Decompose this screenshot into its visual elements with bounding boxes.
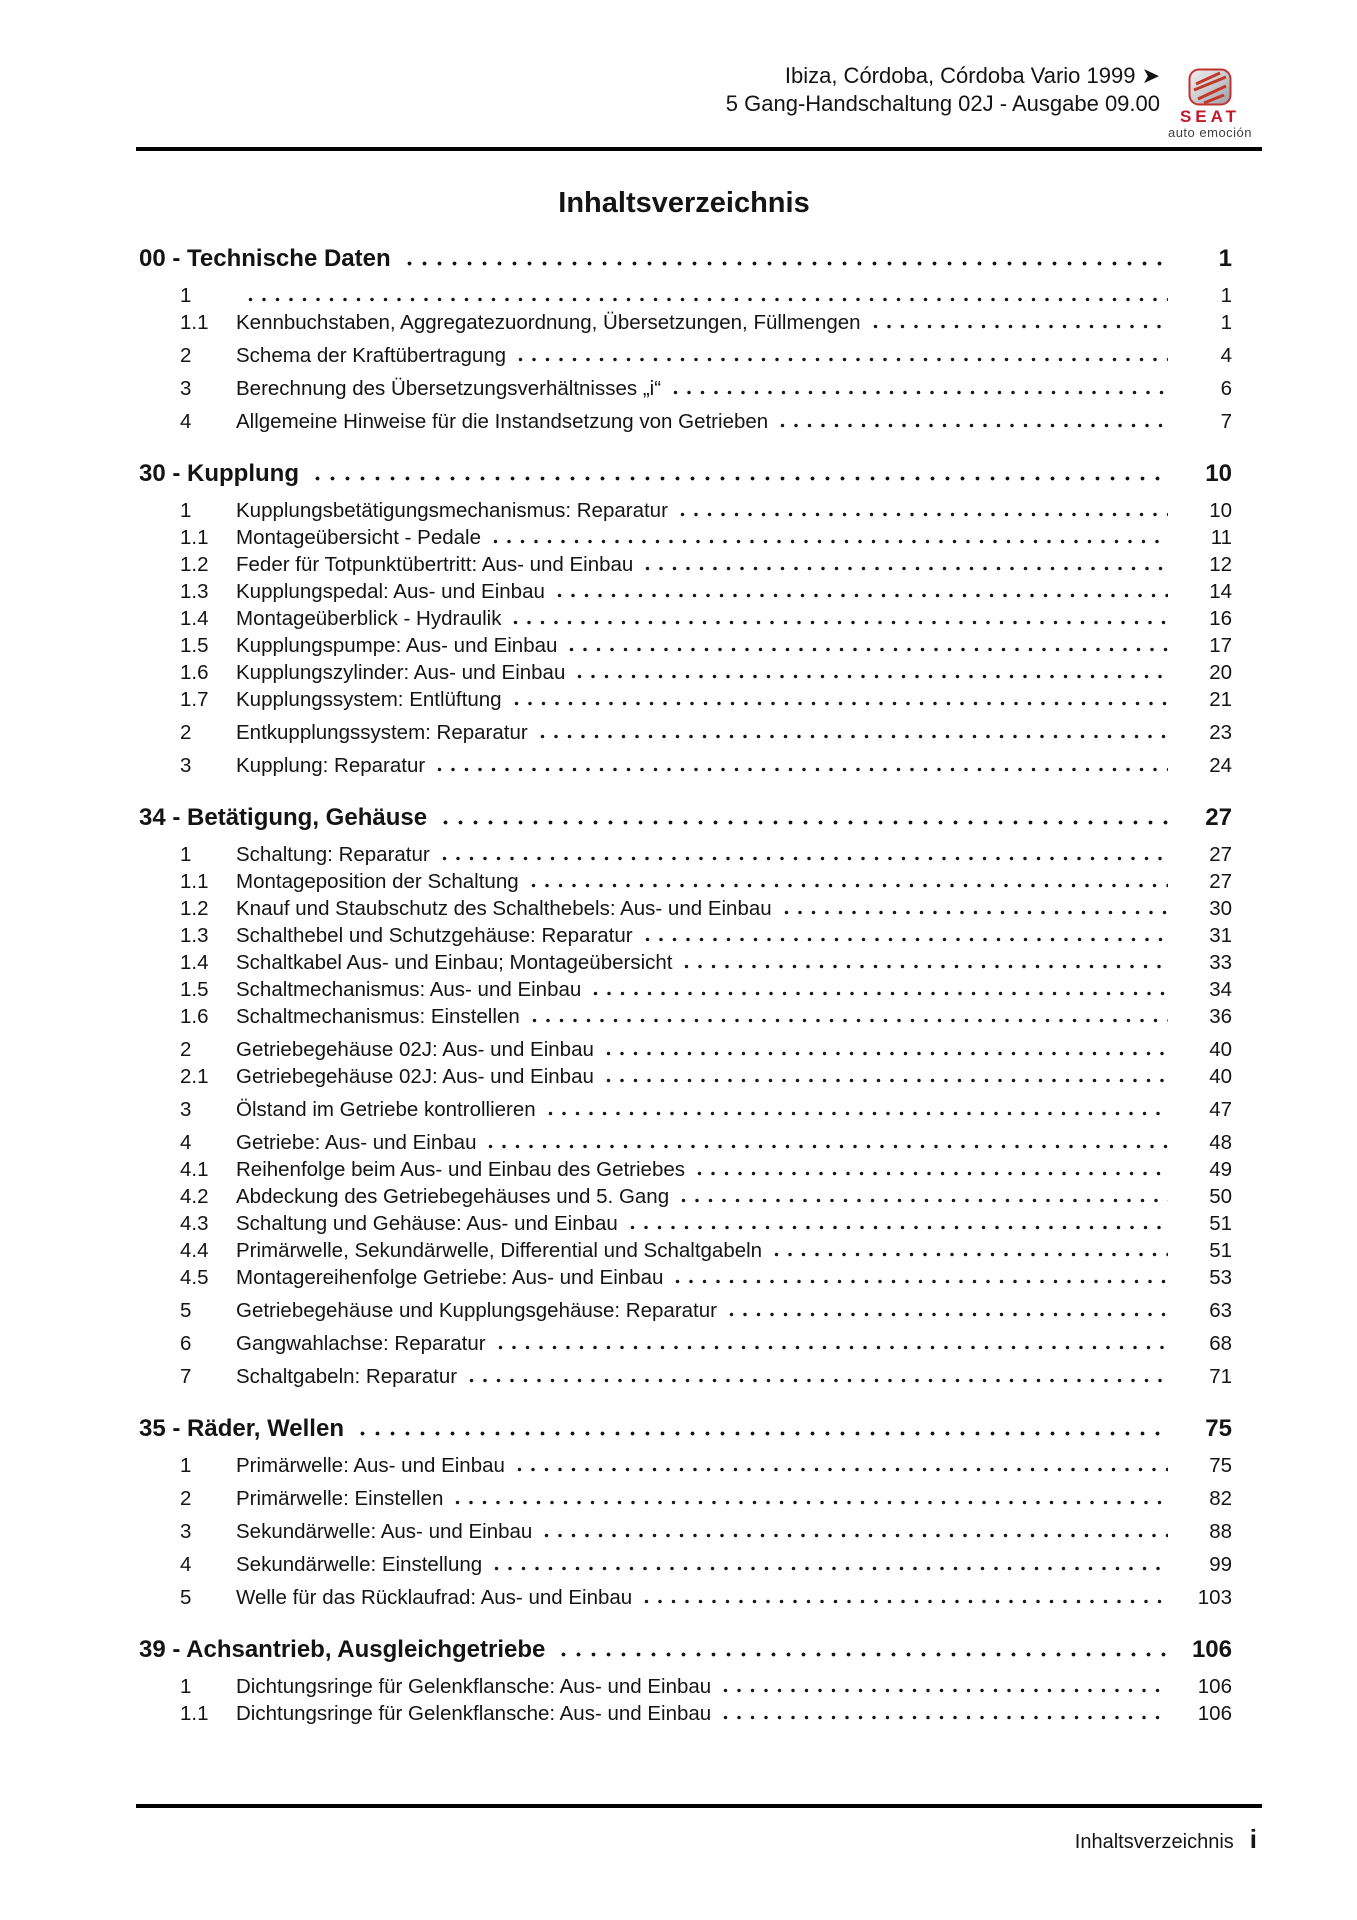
- toc-entry: [136, 309, 1232, 336]
- toc-section: [136, 803, 1232, 1390]
- entry-title: Welle für das Rücklaufrad: Aus- und Einbau: [236, 1586, 633, 1609]
- dot-leader: [593, 991, 1168, 996]
- dot-leader: [606, 1051, 1168, 1056]
- toc-sections: [136, 244, 1232, 1727]
- toc-entry: [136, 1063, 1232, 1090]
- toc-entry: [136, 375, 1232, 402]
- seat-tagline: auto emoción: [1167, 125, 1253, 140]
- entry-group: [136, 1584, 1232, 1611]
- entry-title: Getriebegehäuse 02J: Aus- und Einbau: [236, 1065, 594, 1088]
- entry-title: Sekundärwelle: Aus- und Einbau: [236, 1520, 533, 1543]
- entry-group: [136, 1518, 1232, 1545]
- dot-leader: [569, 647, 1168, 652]
- entry-number: 6: [180, 1332, 192, 1355]
- toc-entry: [136, 1210, 1232, 1237]
- entry-page-number: 49: [1209, 1158, 1232, 1181]
- entry-title: Getriebegehäuse 02J: Aus- und Einbau: [236, 1038, 594, 1061]
- dot-leader: [644, 1599, 1168, 1604]
- dot-leader: [645, 566, 1168, 571]
- entry-page-number: 20: [1209, 661, 1232, 684]
- entry-title: Allgemeine Hinweise für die Instandsetzung von Getrieben: [236, 410, 769, 433]
- entry-title: Entkupplungssystem: Reparatur: [236, 721, 528, 744]
- header-line1: Ibiza, Córdoba, Córdoba Vario 1999 ➤: [784, 63, 1160, 88]
- section-page-number: 1: [1218, 245, 1232, 272]
- entry-group: [136, 1363, 1232, 1390]
- entry-page-number: 50: [1209, 1185, 1232, 1208]
- page-header: [726, 62, 1160, 118]
- toc-entry: [136, 1183, 1232, 1210]
- dot-leader: [577, 674, 1168, 679]
- toc-section: [136, 1414, 1232, 1611]
- section-label: 34 - Betätigung, Gehäuse: [139, 804, 428, 831]
- entry-page-number: 24: [1209, 754, 1232, 777]
- section-label: 39 - Achsantrieb, Ausgleichgetriebe: [139, 1636, 546, 1663]
- entry-title: Ölstand im Getriebe kontrollieren: [236, 1098, 536, 1121]
- toc-entry: [136, 1363, 1232, 1390]
- dot-leader: [532, 1018, 1168, 1023]
- toc-entry: [136, 1096, 1232, 1123]
- toc-entry: [136, 1237, 1232, 1264]
- section-label: 30 - Kupplung: [139, 460, 299, 487]
- entry-page-number: 53: [1209, 1266, 1232, 1289]
- toc-section: [136, 459, 1232, 779]
- toc-entry: [136, 868, 1232, 895]
- entry-page-number: 7: [1220, 410, 1232, 433]
- entry-title: Feder für Totpunktübertritt: Aus- und Einbau: [236, 553, 634, 576]
- toc-entry: [136, 659, 1232, 686]
- dot-leader: [443, 820, 1168, 825]
- toc-entry: [136, 408, 1232, 435]
- entry-page-number: 1: [1220, 311, 1232, 334]
- dot-leader: [442, 856, 1168, 861]
- entry-number: 1.4: [180, 607, 209, 630]
- entry-title: Knauf und Staubschutz des Schalthebels: Aus- und Einbau: [236, 897, 772, 920]
- section-header: [136, 803, 1232, 833]
- toc-entry: [136, 282, 1232, 309]
- dot-leader: [513, 620, 1168, 625]
- entry-group: [136, 408, 1232, 435]
- seat-logo: [1158, 68, 1262, 140]
- entry-number: 4.5: [180, 1266, 209, 1289]
- entry-title: Berechnung des Übersetzungsverhältnisses „i“: [236, 377, 662, 400]
- entry-number: 4.1: [180, 1158, 209, 1181]
- entry-number: 2: [180, 1487, 192, 1510]
- entry-group: [136, 342, 1232, 369]
- entry-number: 1.5: [180, 634, 209, 657]
- toc-entry: [136, 752, 1232, 779]
- dot-leader: [437, 767, 1168, 772]
- entry-page-number: 14: [1209, 580, 1232, 603]
- entry-number: 5: [180, 1299, 192, 1322]
- dot-leader: [680, 512, 1168, 517]
- entry-number: 3: [180, 1098, 192, 1121]
- entry-page-number: 71: [1209, 1365, 1232, 1388]
- dot-leader: [514, 701, 1168, 706]
- entry-title: Kupplungssystem: Entlüftung: [236, 688, 502, 711]
- entry-title: Kupplungspedal: Aus- und Einbau: [236, 580, 545, 603]
- entry-page-number: 51: [1209, 1239, 1232, 1262]
- entry-number: 3: [180, 1520, 192, 1543]
- entry-title: Montageposition der Schaltung: [236, 870, 519, 893]
- entry-group: [136, 1036, 1232, 1090]
- entry-page-number: 68: [1209, 1332, 1232, 1355]
- entry-number: 4: [180, 1131, 192, 1154]
- toc-entry: [136, 1584, 1232, 1611]
- toc-entry: [136, 1036, 1232, 1063]
- toc-entry: [136, 719, 1232, 746]
- dot-leader: [544, 1533, 1168, 1538]
- footer-label: Inhaltsverzeichnis: [1074, 1831, 1234, 1853]
- entry-number: 1.7: [180, 688, 209, 711]
- entry-group: [136, 752, 1232, 779]
- dot-leader: [488, 1144, 1168, 1149]
- toc-entry: [136, 1330, 1232, 1357]
- seat-s-emblem-icon: [1188, 68, 1232, 106]
- toc-entry: [136, 524, 1232, 551]
- toc-entry: [136, 1264, 1232, 1291]
- entry-page-number: 48: [1209, 1131, 1232, 1154]
- header-rule: [136, 147, 1262, 151]
- entry-page-number: 23: [1209, 721, 1232, 744]
- entry-title: Gangwahlachse: Reparatur: [236, 1332, 486, 1355]
- toc-section: [136, 1635, 1232, 1727]
- entry-title: Sekundärwelle: Einstellung: [236, 1553, 483, 1576]
- entry-page-number: 11: [1210, 526, 1232, 549]
- entry-page-number: 40: [1209, 1038, 1232, 1061]
- dot-leader: [540, 734, 1168, 739]
- toc-section: [136, 244, 1232, 435]
- toc-entry: [136, 632, 1232, 659]
- entry-number: 1.6: [180, 661, 209, 684]
- entry-group: [136, 1330, 1232, 1357]
- dot-leader: [248, 297, 1168, 302]
- footer-rule: [136, 1804, 1262, 1808]
- toc-entry: [136, 949, 1232, 976]
- footer-page-number: i: [1249, 1824, 1257, 1854]
- entry-title: Schema der Kraftübertragung: [236, 344, 507, 367]
- toc-entry: [136, 497, 1232, 524]
- entry-title: Montageüberblick - Hydraulik: [236, 607, 502, 630]
- entry-title: Schaltgabeln: Reparatur: [236, 1365, 458, 1388]
- section-label: 35 - Räder, Wellen: [139, 1415, 344, 1442]
- entry-number: 4: [180, 410, 192, 433]
- dot-leader: [315, 476, 1168, 481]
- entry-page-number: 47: [1209, 1098, 1232, 1121]
- dot-leader: [557, 593, 1168, 598]
- entry-number: 1.5: [180, 978, 209, 1001]
- toc-entry: [136, 1003, 1232, 1030]
- entry-title: Getriebegehäuse und Kupplungsgehäuse: Reparatur: [236, 1299, 717, 1322]
- entry-group: [136, 1452, 1232, 1479]
- dot-leader: [494, 1566, 1168, 1571]
- entry-title: Dichtungsringe für Gelenkflansche: Aus- und Einbau: [236, 1702, 712, 1725]
- section-header: [136, 1635, 1232, 1665]
- entry-number: 5: [180, 1586, 192, 1609]
- entry-number: 4: [180, 1553, 192, 1576]
- dot-leader: [518, 357, 1168, 362]
- dot-leader: [681, 1198, 1168, 1203]
- section-header: [136, 1414, 1232, 1444]
- entry-number: 1: [180, 499, 192, 522]
- toc-entry: [136, 1700, 1232, 1727]
- entry-number: 1.1: [180, 311, 209, 334]
- dot-leader: [873, 324, 1168, 329]
- dot-leader: [780, 423, 1168, 428]
- entry-page-number: 103: [1197, 1586, 1232, 1609]
- entry-number: 2: [180, 721, 192, 744]
- toc-entry: [136, 976, 1232, 1003]
- entry-page-number: 1: [1220, 284, 1232, 307]
- entry-page-number: 63: [1209, 1299, 1232, 1322]
- entry-page-number: 106: [1197, 1675, 1232, 1698]
- dot-leader: [723, 1715, 1168, 1720]
- entry-page-number: 10: [1209, 499, 1232, 522]
- dot-leader: [630, 1225, 1168, 1230]
- entry-page-number: 99: [1209, 1553, 1232, 1576]
- entry-title: Schalthebel und Schutzgehäuse: Reparatur: [236, 924, 633, 947]
- entry-page-number: 40: [1209, 1065, 1232, 1088]
- dot-leader: [675, 1279, 1168, 1284]
- entry-title: Getriebe: Aus- und Einbau: [236, 1131, 477, 1154]
- dot-leader: [407, 261, 1168, 266]
- toc-entry: [136, 551, 1232, 578]
- page-title: Inhaltsverzeichnis: [558, 187, 810, 219]
- dot-leader: [729, 1312, 1168, 1317]
- seat-brand: SEAT: [1179, 107, 1241, 126]
- toc-entry: [136, 1297, 1232, 1324]
- entry-title: Schaltung: Reparatur: [236, 843, 430, 866]
- entry-page-number: 17: [1209, 634, 1232, 657]
- entry-title: Schaltmechanismus: Aus- und Einbau: [236, 978, 582, 1001]
- toc-entry: [136, 342, 1232, 369]
- entry-title: Kupplungsbetätigungsmechanismus: Reparatur: [236, 499, 668, 522]
- entry-title: Primärwelle: Aus- und Einbau: [236, 1454, 505, 1477]
- entry-page-number: 12: [1209, 553, 1232, 576]
- entry-number: 3: [180, 754, 192, 777]
- entry-number: 1: [180, 1454, 192, 1477]
- section-page-number: 75: [1205, 1415, 1232, 1442]
- toc-entry: [136, 1673, 1232, 1700]
- entry-title: Montagereihenfolge Getriebe: Aus- und Einbau: [236, 1266, 664, 1289]
- entry-page-number: 30: [1209, 897, 1232, 920]
- entry-group: [136, 282, 1232, 336]
- entry-group: [136, 1129, 1232, 1291]
- entry-page-number: 51: [1209, 1212, 1232, 1235]
- entry-title: Primärwelle, Sekundärwelle, Differential und Schaltgabeln: [236, 1239, 763, 1262]
- toc-entry: [136, 578, 1232, 605]
- entry-group: [136, 1096, 1232, 1123]
- dot-leader: [548, 1111, 1168, 1116]
- entry-group: [136, 719, 1232, 746]
- header-line2: 5 Gang-Handschaltung 02J - Ausgabe 09.00: [725, 91, 1160, 116]
- entry-group: [136, 1673, 1232, 1727]
- toc-entry: [136, 1485, 1232, 1512]
- toc-entry: [136, 1518, 1232, 1545]
- entry-number: 1.3: [180, 580, 209, 603]
- entry-title: Reihenfolge beim Aus- und Einbau des Getriebes: [236, 1158, 686, 1181]
- section-header: [136, 244, 1232, 274]
- entry-number: 1: [180, 843, 192, 866]
- entry-page-number: 27: [1209, 843, 1232, 866]
- entry-page-number: 106: [1197, 1702, 1232, 1725]
- entry-group: [136, 375, 1232, 402]
- dot-leader: [697, 1171, 1168, 1176]
- entry-page-number: 33: [1209, 951, 1232, 974]
- dot-leader: [606, 1078, 1168, 1083]
- toc-entry: [136, 1452, 1232, 1479]
- toc-entry: [136, 895, 1232, 922]
- toc-entry: [136, 1129, 1232, 1156]
- entry-page-number: 88: [1209, 1520, 1232, 1543]
- entry-group: [136, 1485, 1232, 1512]
- entry-number: 1.1: [180, 526, 209, 549]
- entry-number: 1.1: [180, 870, 209, 893]
- entry-number: 1.1: [180, 1702, 209, 1725]
- section-page-number: 106: [1191, 1636, 1232, 1663]
- entry-page-number: 34: [1209, 978, 1232, 1001]
- entry-title: Schaltung und Gehäuse: Aus- und Einbau: [236, 1212, 618, 1235]
- entry-number: 1.3: [180, 924, 209, 947]
- entry-group: [136, 497, 1232, 713]
- dot-leader: [498, 1345, 1168, 1350]
- dot-leader: [360, 1431, 1168, 1436]
- section-page-number: 10: [1205, 460, 1232, 487]
- entry-page-number: 21: [1209, 688, 1232, 711]
- entry-number: 2.1: [180, 1065, 209, 1088]
- entry-group: [136, 1551, 1232, 1578]
- dot-leader: [774, 1252, 1168, 1257]
- entry-title: Kupplung: Reparatur: [236, 754, 426, 777]
- entry-number: 4.2: [180, 1185, 209, 1208]
- entry-title: Kennbuchstaben, Aggregatezuordnung, Übersetzungen, Füllmengen: [236, 311, 861, 334]
- toc-entry: [136, 1156, 1232, 1183]
- entry-number: 1.2: [180, 553, 209, 576]
- entry-title: Abdeckung des Getriebegehäuses und 5. Gang: [236, 1185, 670, 1208]
- entry-number: 7: [180, 1365, 192, 1388]
- entry-title: Kupplungszylinder: Aus- und Einbau: [236, 661, 566, 684]
- dot-leader: [455, 1500, 1168, 1505]
- dot-leader: [645, 937, 1168, 942]
- entry-number: 2: [180, 1038, 192, 1061]
- entry-group: [136, 841, 1232, 1030]
- entry-number: 3: [180, 377, 192, 400]
- dot-leader: [561, 1652, 1168, 1657]
- entry-number: 2: [180, 344, 192, 367]
- entry-number: 1: [180, 1675, 192, 1698]
- entry-number: 4.3: [180, 1212, 209, 1235]
- entry-page-number: 75: [1209, 1454, 1232, 1477]
- toc: [136, 186, 1232, 1727]
- page-footer: [1074, 1824, 1257, 1854]
- entry-group: [136, 1297, 1232, 1324]
- entry-page-number: 36: [1209, 1005, 1232, 1028]
- entry-number: 1.2: [180, 897, 209, 920]
- toc-entry: [136, 686, 1232, 713]
- toc-entry: [136, 1551, 1232, 1578]
- toc-entry: [136, 605, 1232, 632]
- section-label: 00 - Technische Daten: [139, 245, 391, 272]
- entry-title: Montageübersicht - Pedale: [236, 526, 482, 549]
- section-header: [136, 459, 1232, 489]
- toc-entry: [136, 841, 1232, 868]
- dot-leader: [493, 539, 1168, 544]
- entry-page-number: 16: [1209, 607, 1232, 630]
- entry-page-number: 4: [1220, 344, 1232, 367]
- entry-page-number: 27: [1209, 870, 1232, 893]
- entry-page-number: 31: [1209, 924, 1232, 947]
- entry-title: Kupplungspumpe: Aus- und Einbau: [236, 634, 558, 657]
- dot-leader: [723, 1688, 1168, 1693]
- section-page-number: 27: [1205, 804, 1232, 831]
- toc-entry: [136, 922, 1232, 949]
- dot-leader: [784, 910, 1168, 915]
- entry-number: 1.6: [180, 1005, 209, 1028]
- dot-leader: [673, 390, 1168, 395]
- entry-title: Primärwelle: Einstellen: [236, 1487, 444, 1510]
- entry-title: Schaltmechanismus: Einstellen: [236, 1005, 520, 1028]
- entry-number: 4.4: [180, 1239, 209, 1262]
- entry-page-number: 82: [1209, 1487, 1232, 1510]
- entry-number: 1.4: [180, 951, 209, 974]
- dot-leader: [531, 883, 1168, 888]
- dot-leader: [517, 1467, 1168, 1472]
- dot-leader: [469, 1378, 1168, 1383]
- entry-page-number: 6: [1220, 377, 1232, 400]
- entry-title: Dichtungsringe für Gelenkflansche: Aus- und Einbau: [236, 1675, 712, 1698]
- dot-leader: [684, 964, 1168, 969]
- entry-number: 1: [180, 284, 192, 307]
- entry-title: Schaltkabel Aus- und Einbau; Montageübersicht: [236, 951, 673, 974]
